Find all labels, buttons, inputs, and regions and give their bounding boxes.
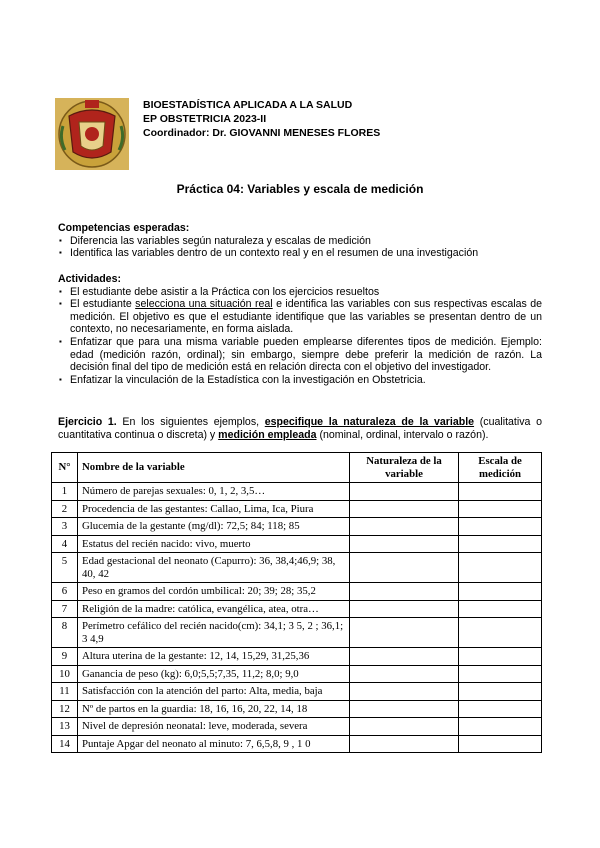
variable-name: Edad gestacional del neonato (Capurro): 36, 38,4;46,9; 38, 40, 42 [78,553,350,583]
table-row [52,735,542,753]
escala-cell[interactable] [459,518,542,536]
variable-name: Peso en gramos del cordón umbilical: 20; 39; 28; 35,2 [78,583,350,601]
course-title: BIOESTADÍSTICA APLICADA A LA SALUD [143,99,353,111]
variables-table [51,452,542,753]
list-item: ▪ Enfatizar que para una misma variable pueden emplearse diferentes tipos de medición. Ejemplo: edad (medición razón, ordinal); sin embargo, siempre debe preferir la medición de razón. La decisión final del tipo de medición está en relación directa con el objetivo del investigador. [58,336,542,374]
variable-name: Perímetro cefálico del recién nacido(cm): 34,1; 3 5, 2 ; 36,1; 3 4,9 [78,618,350,648]
table-row [52,600,542,618]
col-header-number: N° [52,453,78,483]
col-header-naturaleza: Naturaleza de la variable [350,453,459,483]
table-row [52,700,542,718]
table-row [52,535,542,553]
escala-cell[interactable] [459,600,542,618]
competencias-section [58,222,542,260]
row-number: 10 [52,665,78,683]
escala-cell[interactable] [459,535,542,553]
naturaleza-cell[interactable] [350,553,459,583]
table-row [52,500,542,518]
actividades-heading: Actividades: [58,273,121,285]
row-number: 1 [52,483,78,501]
variable-name: Satisfacción con la atención del parto: Alta, media, baja [78,683,350,701]
table-row [52,583,542,601]
variable-name: Glucemia de la gestante (mg/dl): 72,5; 84; 118; 85 [78,518,350,536]
row-number: 4 [52,535,78,553]
naturaleza-cell[interactable] [350,618,459,648]
row-number: 8 [52,618,78,648]
naturaleza-cell[interactable] [350,665,459,683]
escala-cell[interactable] [459,648,542,666]
escala-cell[interactable] [459,583,542,601]
table-row [52,553,542,583]
row-number: 6 [52,583,78,601]
table-row [52,518,542,536]
table-header-row [52,453,542,483]
naturaleza-cell[interactable] [350,483,459,501]
naturaleza-cell[interactable] [350,600,459,618]
escala-cell[interactable] [459,500,542,518]
list-item: ▪ El estudiante debe asistir a la Práctica con los ejercicios resueltos [58,286,542,299]
exercise-label: Ejercicio 1. [58,416,117,428]
escala-cell[interactable] [459,700,542,718]
row-number: 9 [52,648,78,666]
university-seal-logo [55,98,129,170]
underlined-text: selecciona una situación real [135,298,273,311]
variable-name: Ganancia de peso (kg): 6,0;5,5;7,35, 11,2; 8,0; 9,0 [78,665,350,683]
underlined-text: medición empleada [218,429,317,441]
row-number: 13 [52,718,78,736]
table-row [52,618,542,648]
variable-name: Nº de partos en la guardia: 18, 16, 16, 20, 22, 14, 18 [78,700,350,718]
list-item: ▪ Diferencia las variables según naturaleza y escalas de medición [58,235,542,248]
program-name: EP OBSTETRICIA 2023-II [143,113,267,125]
col-header-variable: Nombre de la variable [78,453,350,483]
escala-cell[interactable] [459,683,542,701]
naturaleza-cell[interactable] [350,648,459,666]
table-row [52,648,542,666]
table-row [52,718,542,736]
variable-name: Religión de la madre: católica, evangélica, atea, otra… [78,600,350,618]
list-item: ▪ El estudiante selecciona una situación real e identifica las variables con sus respectivas escalas de medición. El objetivo es que el estudiante identifique que las variables se presentan dentro de un contexto, no necesariamente, en forma aislada. [58,298,542,336]
variable-name: Estatus del recién nacido: vivo, muerto [78,535,350,553]
actividades-section [58,273,542,386]
naturaleza-cell[interactable] [350,683,459,701]
list-item: ▪ Enfatizar la vinculación de la Estadística con la investigación en Obstetricia. [58,374,542,387]
variable-name: Altura uterina de la gestante: 12, 14, 15,29, 31,25,36 [78,648,350,666]
escala-cell[interactable] [459,718,542,736]
escala-cell[interactable] [459,735,542,753]
row-number: 2 [52,500,78,518]
coordinator: Coordinador: Dr. GIOVANNI MENESES FLORES [143,127,381,139]
row-number: 5 [52,553,78,583]
escala-cell[interactable] [459,553,542,583]
row-number: 11 [52,683,78,701]
variable-name: Número de parejas sexuales: 0, 1, 2, 3,5… [78,483,350,501]
competencias-heading: Competencias esperadas: [58,222,190,234]
underlined-text: especifique la naturaleza de la variable [264,416,475,428]
exercise-instructions: Ejercicio 1. En los siguientes ejemplos, especifique la naturaleza de la variable (cualitativa o cuantitativa continua o discreta) y medición empleada (nominal, ordinal, intervalo o razón). [58,416,542,441]
row-number: 12 [52,700,78,718]
col-header-escala: Escala de medición [459,453,542,483]
escala-cell[interactable] [459,618,542,648]
naturaleza-cell[interactable] [350,735,459,753]
escala-cell[interactable] [459,483,542,501]
naturaleza-cell[interactable] [350,518,459,536]
variable-name: Procedencia de las gestantes: Callao, Lima, Ica, Piura [78,500,350,518]
naturaleza-cell[interactable] [350,718,459,736]
escala-cell[interactable] [459,665,542,683]
naturaleza-cell[interactable] [350,700,459,718]
naturaleza-cell[interactable] [350,500,459,518]
variable-name: Puntaje Apgar del neonato al minuto: 7, 6,5,8, 9 , 1 0 [78,735,350,753]
table-row [52,483,542,501]
row-number: 3 [52,518,78,536]
naturaleza-cell[interactable] [350,583,459,601]
row-number: 7 [52,600,78,618]
table-row [52,683,542,701]
variable-name: Nivel de depresión neonatal: leve, moderada, severa [78,718,350,736]
document-header [143,98,380,140]
naturaleza-cell[interactable] [350,535,459,553]
row-number: 14 [52,735,78,753]
table-row [52,665,542,683]
practice-title: Práctica 04: Variables y escala de medición [176,182,424,196]
list-item: ▪ Identifica las variables dentro de un contexto real y en el resumen de una investigación [58,247,542,260]
